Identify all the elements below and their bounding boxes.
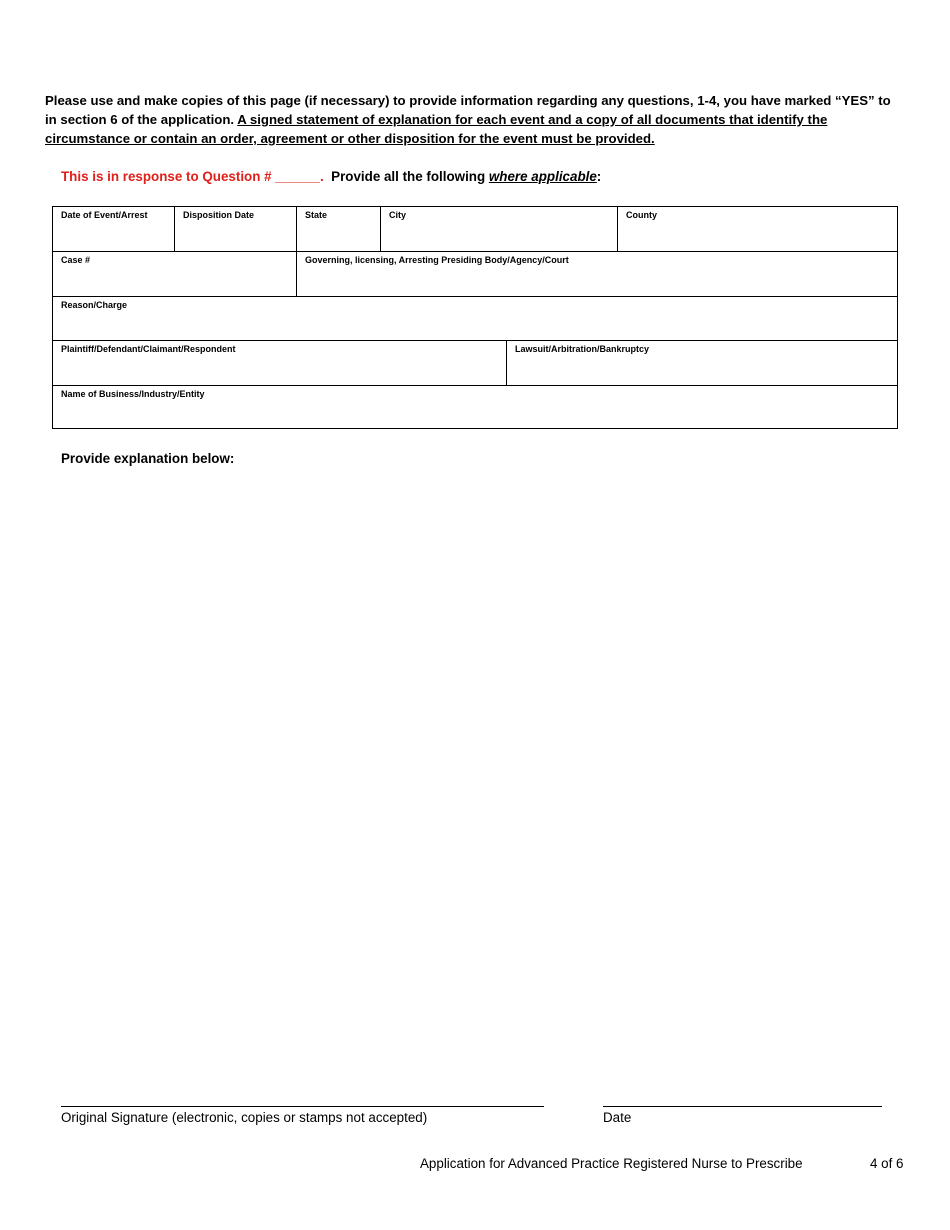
field-label: Plaintiff/Defendant/Claimant/Respondent (61, 344, 236, 354)
reason-charge-field[interactable] (53, 297, 897, 340)
parties-field[interactable] (53, 341, 507, 385)
form-row-5 (53, 386, 897, 428)
date-label: Date (603, 1110, 632, 1125)
form-row-4 (53, 341, 897, 386)
field-label: Name of Business/Industry/Entity (61, 389, 205, 399)
city-field[interactable] (381, 207, 618, 251)
explanation-label: Provide explanation below: (61, 451, 235, 466)
lawsuit-type-field[interactable] (507, 341, 897, 385)
signature-label: Original Signature (electronic, copies or stamps not accepted) (61, 1110, 428, 1125)
field-label: Case # (61, 255, 91, 265)
field-label: City (389, 210, 407, 220)
county-field[interactable] (618, 207, 897, 251)
field-label: County (626, 210, 657, 220)
instructions-requirement: A signed statement of explanation for each event and a copy of all documents that identify the circumstance or contain an order, agreement or other disposition for the event must be provided. (45, 112, 828, 146)
footer-title: Application for Advanced Practice Registered Nurse to Prescribe (420, 1156, 803, 1171)
instructions-paragraph (45, 91, 905, 148)
form-row-2 (53, 252, 897, 297)
business-name-field[interactable] (53, 386, 897, 428)
form-row-3 (53, 297, 897, 341)
question-emphasis: where applicable (488, 169, 597, 184)
question-colon: : (596, 169, 602, 184)
signature-line[interactable] (61, 1106, 544, 1107)
instructions-text: Please use and make copies of this page (if necessary) to provide information regarding any questions, 1-4, you have marked “YES” to in section 6 of the application. (45, 93, 891, 127)
field-label: Reason/Charge (61, 300, 128, 310)
date-line[interactable] (603, 1106, 882, 1107)
governing-body-field[interactable] (297, 252, 897, 296)
date-of-event-field[interactable] (53, 207, 175, 251)
field-label: State (305, 210, 328, 220)
field-label: Lawsuit/Arbitration/Bankruptcy (515, 344, 650, 354)
field-label: Disposition Date (183, 210, 255, 220)
question-text: Provide all the following (323, 169, 489, 184)
question-reference (61, 167, 601, 186)
form-row-1 (53, 207, 897, 252)
explanation-area[interactable] (61, 480, 898, 1070)
event-details-form (52, 206, 898, 429)
field-label: Governing, licensing, Arresting Presiding Body/Agency/Court (305, 255, 569, 265)
field-label: Date of Event/Arrest (61, 210, 148, 220)
question-number-prompt[interactable]: This is in response to Question # ______. (61, 169, 324, 184)
state-field[interactable] (297, 207, 381, 251)
page-number: 4 of 6 (870, 1156, 904, 1171)
disposition-date-field[interactable] (175, 207, 297, 251)
case-number-field[interactable] (53, 252, 297, 296)
